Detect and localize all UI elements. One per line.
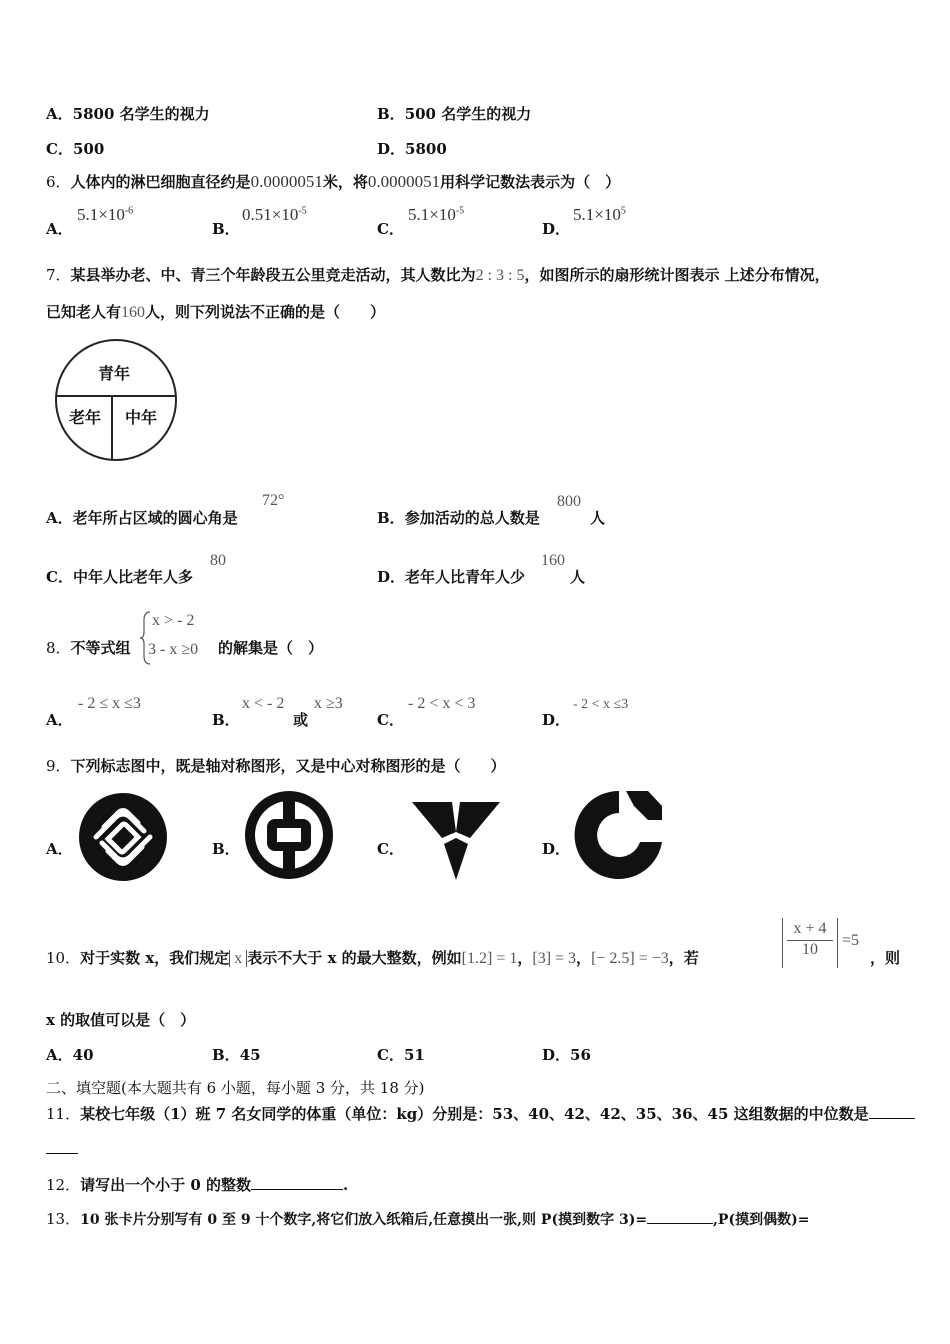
q11-answer-blank-continued[interactable] bbox=[46, 1153, 78, 1154]
q5-option-c: C．500 bbox=[46, 140, 105, 158]
q7-option-d-suffix: 人 bbox=[570, 568, 586, 586]
section-2-heading: 二、填空题(本大题共有 6 小题，每小题 3 分，共 18 分) bbox=[46, 1079, 425, 1097]
q9-option-c: C． bbox=[377, 840, 404, 858]
q7-option-b-suffix: 人 bbox=[590, 509, 606, 527]
q6-option-a: A． bbox=[46, 220, 73, 238]
q6-option-b-expr: $0.51\times 10^{-5}$ bbox=[242, 205, 307, 224]
q8-option-b-or: 或 bbox=[293, 711, 309, 729]
q8-system-line2: 3 - x ≥0 bbox=[148, 641, 199, 658]
q7-option-d-value: 160 bbox=[541, 552, 565, 569]
q11-stem: 11．某校七年级（1）班 7 名女同学的体重（单位：kg）分别是：53、40、42、42、35、36、45 这组数据的中位数是 bbox=[46, 1103, 915, 1124]
q7-option-c-value: 80 bbox=[210, 552, 226, 569]
q9-option-d: D． bbox=[542, 840, 571, 858]
q7-option-a-value: 72° bbox=[262, 492, 285, 509]
q9-stem: 9．下列标志图中，既是轴对称图形，又是中心对称图形的是（ ） bbox=[46, 757, 506, 775]
q8-option-c-expr: - 2 < x < 3 bbox=[408, 695, 476, 712]
q13-stem: 13．10 张卡片分别写有 0 至 9 十个数字,将它们放入纸箱后,任意摸出一张,则 P(摸到数字 3)= ,P(摸到偶数)= bbox=[46, 1210, 810, 1228]
q10-fraction-equals: =5 bbox=[842, 932, 860, 949]
q8-option-d: D． bbox=[542, 711, 571, 729]
q8-option-b: B． bbox=[212, 711, 240, 729]
bank-of-china-logo-icon bbox=[244, 790, 334, 880]
q6-option-b: B． bbox=[212, 220, 240, 238]
q6-stem: 6．人体内的淋巴细胞直径约是0.0000051米，将0.0000051用科学记数法表示为（ ） bbox=[46, 172, 621, 191]
q7-option-b-value: 800 bbox=[557, 493, 581, 510]
q8-stem-b: 的解集是（ ） bbox=[218, 639, 324, 657]
q10-stem-line1: 10．对于实数 x，我们规定 x 表示不大于 x 的最大整数，例如[1.2] = 1，[3] = 3，[− 2.5] = −3，若 bbox=[46, 949, 699, 967]
q8-system-line1: x > - 2 bbox=[152, 612, 195, 629]
q7-option-d: D．老年人比青年人少 bbox=[377, 568, 526, 586]
pie-label-middle: 中年 bbox=[124, 408, 158, 427]
q8-option-a-expr: - 2 ≤ x ≤3 bbox=[78, 695, 141, 712]
china-mobile-logo-icon bbox=[78, 792, 168, 882]
q10-stem-line2: x 的取值可以是（ ） bbox=[46, 1011, 196, 1029]
q8-option-d-expr: - 2 < x ≤3 bbox=[573, 697, 629, 712]
q7-option-c: C．中年人比老年人多 bbox=[46, 568, 193, 586]
q10-option-c: C．51 bbox=[377, 1046, 425, 1064]
triangle-logo-icon bbox=[410, 800, 502, 882]
q6-option-c-expr: $5.1\times 10^{-5}$ bbox=[408, 205, 465, 224]
q8-option-a: A． bbox=[46, 711, 73, 729]
q5-option-b: B．500 名学生的视力 bbox=[377, 105, 532, 123]
q10-option-b: B．45 bbox=[212, 1046, 261, 1064]
q8-option-b-expr2: x ≥3 bbox=[314, 695, 343, 712]
q10-option-a: A．40 bbox=[46, 1046, 94, 1064]
construction-bank-logo-icon bbox=[574, 790, 664, 880]
q8-option-b-expr1: x < - 2 bbox=[242, 695, 285, 712]
q11-answer-blank[interactable] bbox=[869, 1104, 915, 1119]
q10-fraction-denominator: 10 bbox=[802, 941, 818, 958]
q9-option-a: A． bbox=[46, 840, 73, 858]
q12-stem: 12．请写出一个小于 0 的整数 . bbox=[46, 1176, 349, 1194]
pie-label-youth: 青年 bbox=[97, 364, 131, 383]
q7-option-a: A．老年所占区域的圆心角是 bbox=[46, 509, 238, 527]
q7-stem-line2: 已知老人有160人，则下列说法不正确的是（ ） bbox=[46, 303, 386, 321]
pie-label-old: 老年 bbox=[68, 408, 102, 427]
q5-option-a: A．5800 名学生的视力 bbox=[46, 105, 210, 123]
pie-outline bbox=[56, 340, 176, 460]
q6-option-c: C． bbox=[377, 220, 404, 238]
q7-stem-line1: 7．某县举办老、中、青三个年龄段五公里竞走活动，其人数比为2 : 3 : 5，如图所示的扇形统计图表示 上述分布情况， bbox=[46, 266, 830, 284]
q10-floor-fraction bbox=[782, 918, 838, 968]
q10-option-d: D．56 bbox=[542, 1046, 591, 1064]
q6-option-a-expr: $5.1\times 10^{-6}$ bbox=[77, 205, 134, 224]
q8-stem-a: 8．不等式组 bbox=[46, 639, 131, 657]
q6-option-d: D． bbox=[542, 220, 571, 238]
q8-option-c: C． bbox=[377, 711, 404, 729]
q6-option-d-expr: $5.1\times 10^5$ bbox=[573, 205, 626, 224]
q10-fraction-numerator: x + 4 bbox=[793, 920, 827, 937]
q7-option-b: B．参加活动的总人数是 bbox=[377, 509, 540, 527]
q12-answer-blank[interactable] bbox=[251, 1175, 343, 1190]
q9-option-b: B． bbox=[212, 840, 240, 858]
q13-answer-blank-1[interactable] bbox=[647, 1209, 713, 1224]
age-pie-chart bbox=[52, 338, 180, 462]
q10-stem-then: ，则 bbox=[870, 949, 901, 967]
q5-option-d: D．5800 bbox=[377, 140, 447, 158]
